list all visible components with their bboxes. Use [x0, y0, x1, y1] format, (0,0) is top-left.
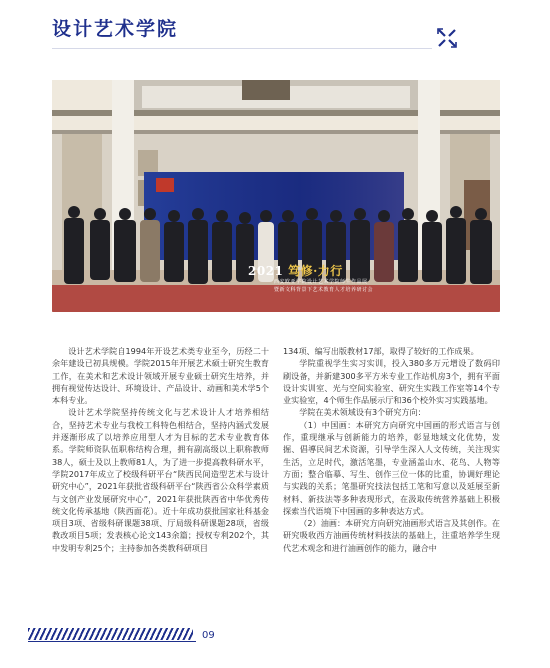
paragraph: 设计艺术学院自1994年开设艺术类专业至今，历经二十余年建设已初具规模。学院2015年开展艺术硕士研究生教育工作，在美术和艺术设计领域开展专业硕士研究生培养，并拥有视觉传达设计、环境设计、产品设计、动画和美术学5个本科专业。 [52, 346, 269, 406]
footer-stripe-decoration [28, 628, 193, 640]
page-number: 09 [202, 630, 215, 641]
paragraph: 设计艺术学院坚持传统文化与艺术设计人才培养相结合，坚持艺术专业与我校工科特色相结合，坚持内涵式发展并逐渐形成了以培养应用型人才为目标的艺术专业教育体系。学院师资队伍职称结构合理，拥有副高级以上职称教师38人，硕士及以上教师81人，为了进一步提高教科研水平，学院2017年成立了校级科研平台“陕西民间造型艺术与设计研究中心”，2021年获批省级科研平台“陕西省公众科学素质与文创产业发展研究中心”，2021年获批陕西省中华优秀传统文化传承基地（陕西面花）。近十年成功获批国家社科基金项目3项、省级科研课题38项、厅局级科研课题28项，省级教改项目5项；发表核心论文143余篇；授权专利202个，其中发明专利25个；主持参加各类教科研项目 [52, 407, 269, 553]
banner-title [248, 262, 343, 279]
banner-subtitle-2: 暨新文科背景下艺术教育人才培养研讨会 [274, 287, 374, 293]
banner-heading: 笃修·力行 [288, 264, 343, 278]
banner-subtitle-1: 西安欧亚学院设计艺术学院师生作品展 [274, 279, 368, 285]
title-divider [52, 48, 432, 49]
paragraph: （1）中国画：本研究方向研究中国画的形式语言与创作，重现继承与创新能力的培养，彰显地域文化优势，发掘、倡導民间艺术资源，引导学生深入人文传统，关注现实生活，立足时代，激活笔墨，专业涵盖山水、花鸟、人物等方面；整合临摹、写生、创作三位一体的比重，协调好理论与实践的关系；笔墨研究技法包括工笔和写意以及延展至新材料、新技法等多种表现形式，在汲取传统营养基础上积极探索当代语境下中国画的多种表达方式。 [283, 419, 500, 516]
paragraph: 134项、编写出版教材17部，取得了较好的工作成果。 [283, 346, 479, 356]
page-header [0, 0, 550, 56]
paragraph: （2）油画：本研究方向研究油画形式语言及其创作。在研究吸收西方油画传统材料技法的基础上，注重培养学生现代艺术观念和进行油画创作的能力，融合中 [283, 518, 500, 553]
body-column-left [52, 345, 269, 554]
cross-arrows-icon [437, 28, 457, 48]
paragraph: 学院重视学生实习实训，投入380多万元增设了数码印刷设备，并新建300多平方米专业工作站机房3个，拥有平面设计实训室、光与空间实验室、研究生实践工作室等14个专业实验室，4个师生作品展示厅和36个校外实习实践基地。 [283, 358, 500, 406]
group-photo [52, 80, 500, 312]
body-column-right [283, 345, 500, 554]
banner-year: 2021 [248, 264, 284, 278]
footer-divider [28, 641, 196, 642]
paragraph: 学院在美术领域设有3个研究方向： [299, 407, 426, 418]
page-title: 设计艺术学院 [52, 18, 179, 40]
